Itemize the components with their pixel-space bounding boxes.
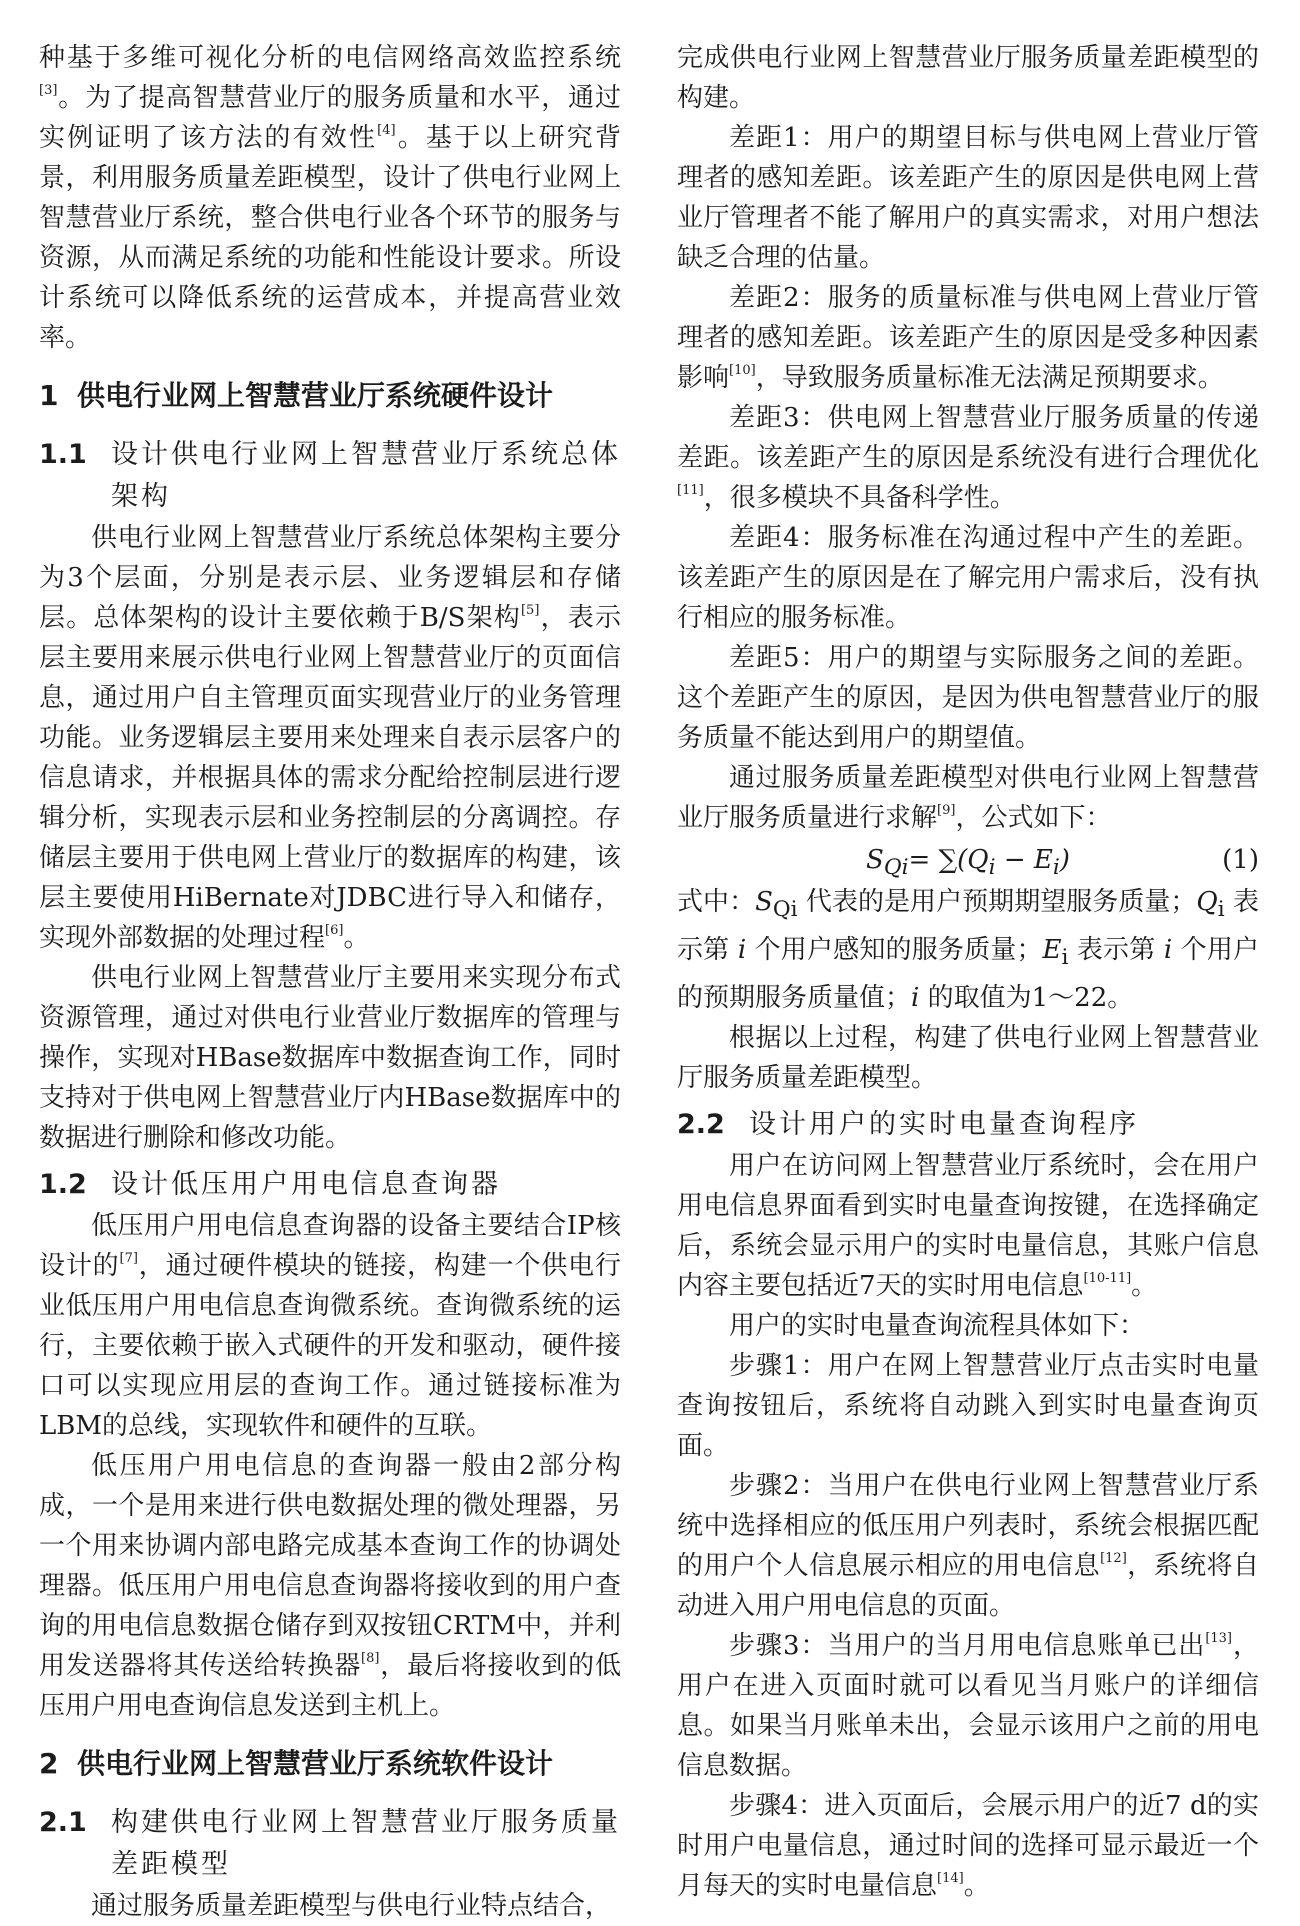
section-heading-1-1: 1.1 设计供电行业网上智慧营业厅系统总体架构 xyxy=(39,439,621,512)
paragraph-gap-2: 差距2：服务的质量标准与供电网上营业厅管理者的感知差距。该差距产生的原因是受多种因素影响[10]，导致服务质量标准无法满足预期要求。 xyxy=(677,283,1259,393)
paragraph-gap-5: 差距5：用户的期望与实际服务之间的差距。这个差距产生的原因，是因为供电智慧营业厅的服务质量不能达到用户的期望值。 xyxy=(677,643,1259,753)
section-heading-2-1: 2.1 构建供电行业网上智慧营业厅服务质量差距模型 xyxy=(39,1807,621,1880)
section-heading-1-2: 1.2 设计低压用户用电信息查询器 xyxy=(39,1169,501,1200)
citation: [4] xyxy=(377,123,396,138)
paragraph-step-3: 步骤3：当用户的当月用电信息账单已出[13]，用户在进入页面时就可以看见当月账户的详细信息。如果当月账单未出，会显示该用户之前的用电信息数据。 xyxy=(677,1631,1259,1782)
paragraph-step-4: 步骤4：进入页面后，会展示用户的近7 d的实时用户电量信息，通过时间的选择可显示最近一个月每天的实时电量信息[14]。 xyxy=(677,1791,1259,1902)
paragraph-model-built: 根据以上过程，构建了供电行业网上智慧营业厅服务质量差距模型。 xyxy=(677,1023,1259,1094)
paragraph-gap-model-start: 通过服务质量差距模型与供电行业特点结合， xyxy=(91,1891,612,1921)
citation: [8] xyxy=(361,1651,380,1666)
equation-number: (1) xyxy=(1222,845,1259,875)
citation: [3] xyxy=(39,83,58,98)
right-column xyxy=(677,38,1259,1906)
citation: [14] xyxy=(937,1871,964,1887)
paragraph-step-2: 步骤2：当用户在供电行业网上智慧营业厅系统中选择相应的低压用户列表时，系统会根据匹配的用户个人信息展示相应的用电信息[12]，系统将自动进入用户用电信息的页面。 xyxy=(677,1471,1259,1622)
paragraph-gap-1: 差距1：用户的期望目标与供电网上营业厅管理者的感知差距。该差距产生的原因是供电网上营业厅管理者不能了解用户的真实需求，对用户想法缺乏合理的估量。 xyxy=(677,123,1259,273)
paragraph-architecture: 供电行业网上智慧营业厅系统总体架构主要分为3个层面，分别是表示层、业务逻辑层和存储层。总体架构的设计主要依赖于B/S架构[5]，表示层主要用来展示供电行业网上智慧营业厅的页面信息，通过用户自主管理页面实现营业厅的业务管理功能。业务逻辑层主要用来处理来自表示层客户的信息请求，并根据具体的需求分配给控制层进行逻辑分析，实现表示层和业务控制层的分离调控。存储层主要用于供电网上营业厅的数据库的构建，该层主要使用HiBernate对JDBC进行导入和储存，实现外部数据的处理过程[6]。 xyxy=(39,523,621,953)
paragraph-gap-3: 差距3：供电网上智慧营业厅服务质量的传递差距。该差距产生的原因是系统没有进行合理优化[11]，很多模块不具备科学性。 xyxy=(677,403,1259,513)
citation: [5] xyxy=(520,603,540,618)
paragraph-gap-4: 差距4：服务标准在沟通过程中产生的差距。该差距产生的原因是在了解完用户需求后，没有执行相应的服务标准。 xyxy=(677,523,1259,633)
citation: [6] xyxy=(325,923,344,938)
citation: [11] xyxy=(677,483,704,498)
citation: [10] xyxy=(729,363,756,378)
section-heading-2: 2 供电行业网上智慧营业厅系统软件设计 xyxy=(39,1747,554,1780)
paragraph-flow-intro: 用户的实时电量查询流程具体如下： xyxy=(729,1311,1146,1342)
intro-paragraph: 种基于多维可视化分析的电信网络高效监控系统[3]。为了提高智慧营业厅的服务质量和水平，通过实例证明了该方法的有效性[4]。基于以上研究背景，利用服务质量差距模型，设计了供电行业网上智慧营业厅系统，整合供电行业各个环节的服务与资源，从而满足系统的功能和性能设计要求。所设计系统可以降低系统的运营成本，并提高营业效率。 xyxy=(39,43,621,353)
paragraph-formula-where: 式中：$S_{Qi}$ 代表的是用户预期期望服务质量；$Q_i$ 表示第 i 个用户感知的服务质量；$E_i$ 表示第 i 个用户的预期服务质量值；i 的取值为1～22。 xyxy=(677,887,1260,1014)
paragraph-step-1: 步骤1：用户在网上智慧营业厅点击实时电量查询按钮后，系统将自动跳入到实时电量查询页面。 xyxy=(677,1351,1259,1462)
paragraph-gap-model-end: 完成供电行业网上智慧营业厅服务质量差距模型的构建。 xyxy=(677,43,1259,113)
citation: [10-11] xyxy=(1083,1271,1132,1287)
left-column xyxy=(39,38,621,1926)
citation: [12] xyxy=(1100,1551,1127,1567)
paragraph-solve: 通过服务质量差距模型对供电行业网上智慧营业厅服务质量进行求解[9]，公式如下： xyxy=(677,763,1259,833)
section-heading-1: 1 供电行业网上智慧营业厅系统硬件设计 xyxy=(39,379,554,412)
equation-expression: $S_{Qi}= \sum(Q_i - E_i)$ xyxy=(866,845,1070,881)
citation: [9] xyxy=(937,803,956,818)
paragraph-realtime-query: 用户在访问网上智慧营业厅系统时，会在用户用电信息界面看到实时电量查询按键，在选择确定后，系统会显示用户的实时电量信息，其账户信息内容主要包括近7天的实时用电信息[10-11]。 xyxy=(677,1151,1259,1302)
citation: [7] xyxy=(119,1251,138,1266)
paragraph-distributed: 供电行业网上智慧营业厅主要用来实现分布式资源管理，通过对供电行业营业厅数据库的管理与操作，实现对HBase数据库中数据查询工作，同时支持对于供电网上智慧营业厅内HBase数据库中的数据进行删除和修改功能。 xyxy=(39,963,621,1153)
paragraph-query-device: 低压用户用电信息查询器的设备主要结合IP核设计的[7]，通过硬件模块的链接，构建一个供电行业低压用户用电信息查询微系统。查询微系统的运行，主要依赖于嵌入式硬件的开发和驱动，硬件接口可以实现应用层的查询工作。通过链接标准为LBM的总线，实现软件和硬件的互联。 xyxy=(39,1211,621,1441)
citation: [13] xyxy=(1205,1631,1232,1647)
paragraph-query-parts: 低压用户用电信息的查询器一般由2部分构成，一个是用来进行供电数据处理的微处理器，另一个用来协调内部电路完成基本查询工作的协调处理器。低压用户用电信息查询器将接收到的用户查询的用电信息数据仓储存到双按钮CRTM中，并利用发送器将其传送给转换器[8]，最后将接收到的低压用户用电查询信息发送到主机上。 xyxy=(39,1451,621,1721)
equation-1 xyxy=(677,838,1259,882)
section-heading-2-2: 2.2 设计用户的实时电量查询程序 xyxy=(677,1109,1139,1141)
